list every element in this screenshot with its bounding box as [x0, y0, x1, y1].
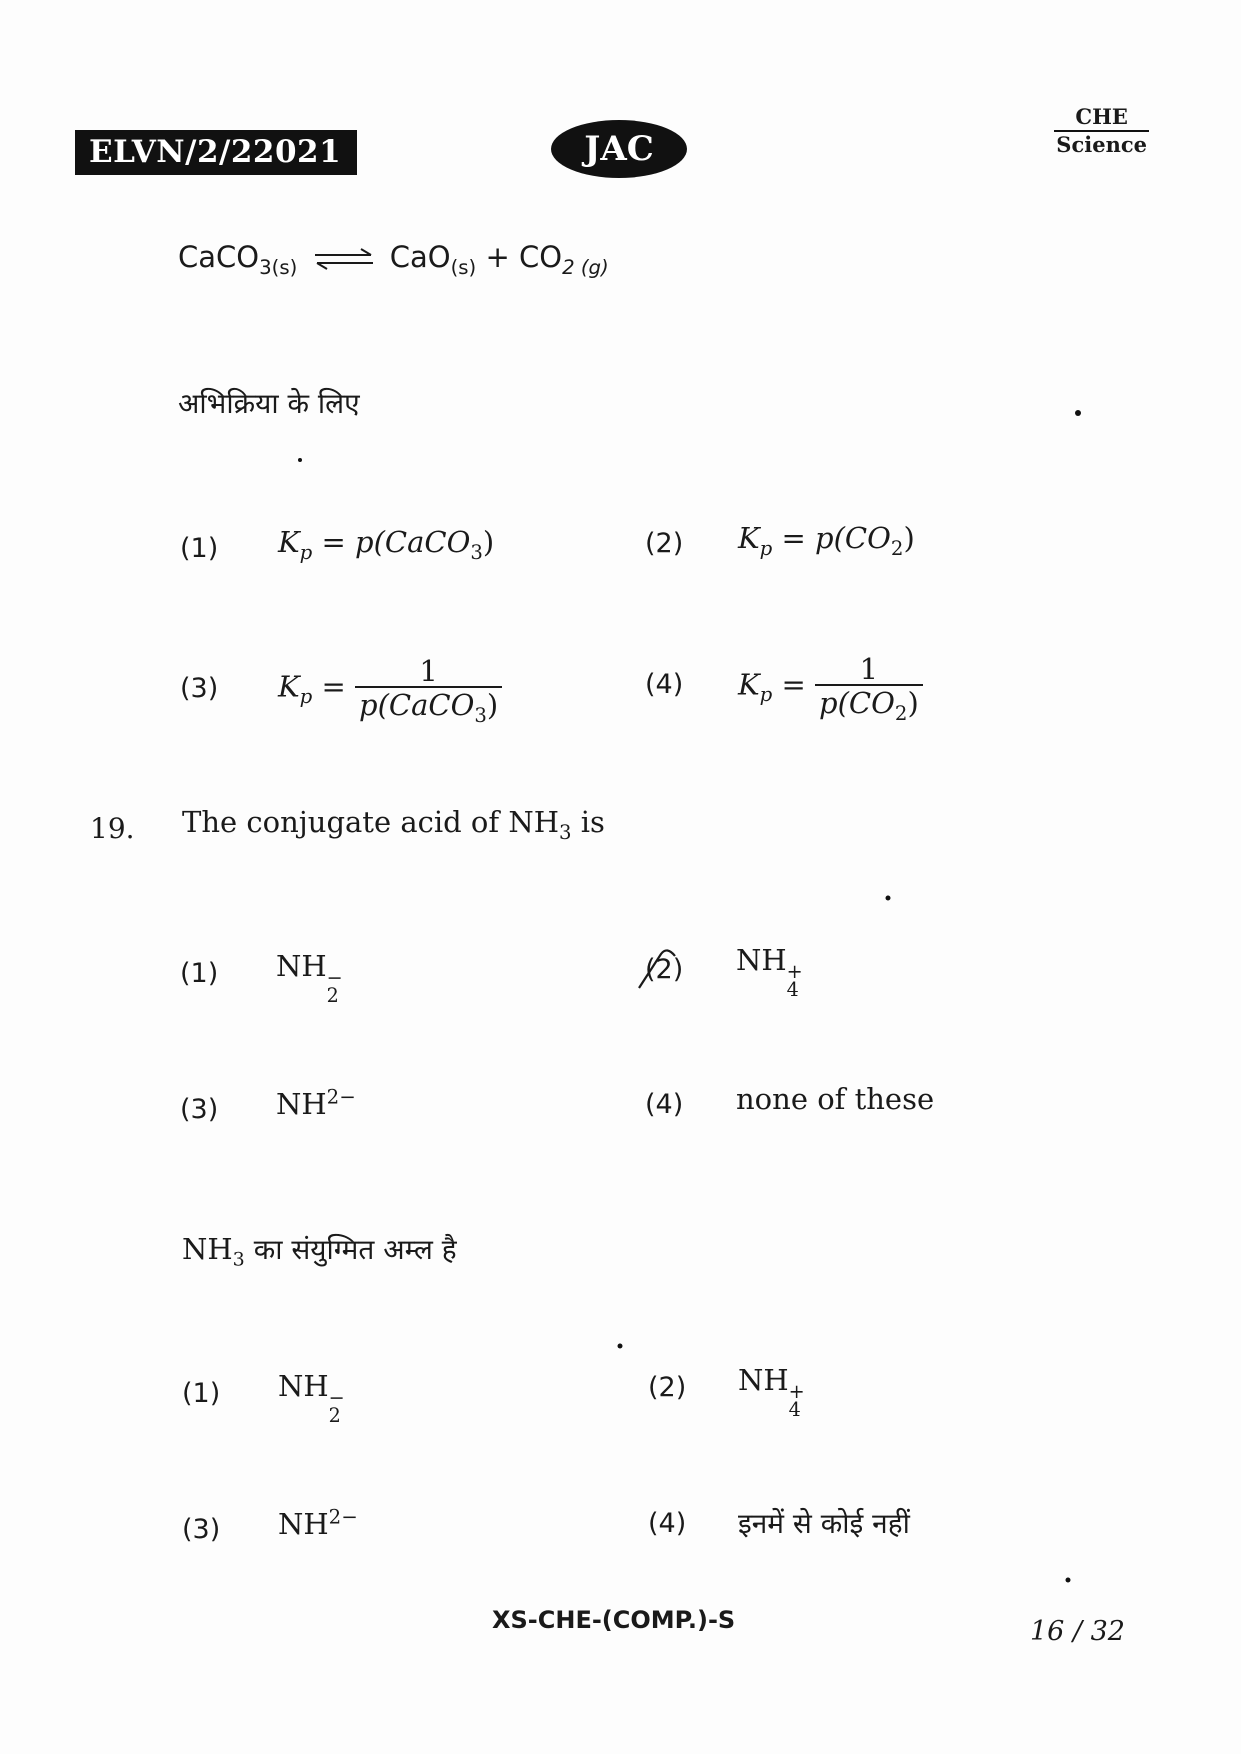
jac-logo-text: JAC [584, 129, 654, 169]
question-19-text-english: The conjugate acid of $NH_3$ is [182, 805, 605, 844]
q19-hi-option-3: $NH^{2-}$ [278, 1505, 358, 1541]
q19-en-option-3-number: (3) [180, 1094, 219, 1125]
subject-code: CHE [1054, 104, 1149, 132]
q18-option-4-fraction: $\frac{1}{p(CO_2)}$ [815, 654, 923, 719]
question-19-text-hindi: $NH_3$ का संयुग्मित अम्ल है [182, 1232, 457, 1271]
q19-hi-option-1: NH − 2 [278, 1369, 345, 1428]
question-19-number: 19. [90, 812, 135, 845]
q18-option-2: $K_p = p(CO_2)$ [738, 521, 915, 560]
q19-hi-option-1-number: (1) [182, 1378, 221, 1409]
q19-hi-option-4-number: (4) [648, 1508, 687, 1539]
q18-option-1-number: (1) [180, 533, 219, 564]
q18-option-2-number: (2) [645, 528, 684, 559]
q18-hindi-text: अभिक्रिया के लिए [178, 387, 360, 420]
q19-en-option-4-number: (4) [645, 1089, 684, 1120]
q18-option-3-number: (3) [180, 673, 219, 704]
paper-code-label: ELVN/2/22021 [75, 130, 357, 175]
q18-option-3-fraction: $\frac{1}{p(CaCO_3)}$ [355, 656, 502, 721]
q19-hi-option-2-number: (2) [648, 1372, 687, 1403]
q19-en-option-2-number: (2) [645, 954, 683, 985]
page-number: 16 / 32 [1030, 1616, 1125, 1647]
q19-en-option-2: NH + 4 [736, 943, 803, 1002]
q19-en-option-4: none of these [736, 1082, 935, 1116]
subject-name: Science [1056, 132, 1147, 158]
q19-hi-option-2: NH + 4 [738, 1363, 805, 1422]
q19-en-option-1: NH − 2 [276, 949, 343, 1008]
q18-option-4: $K_p$ = $\frac{1}{p(CO_2)}$ [738, 654, 923, 719]
q19-hi-option-3-number: (3) [182, 1514, 221, 1545]
q18-option-1: $K_p$ = p(CaCO$_3$) [278, 525, 495, 564]
q18-option-4-number: (4) [645, 669, 684, 700]
footer-paper-code: XS-CHE-(COMP.)-S [492, 1606, 736, 1634]
reaction-equation: CaCO$_{3(s)}$ $CaO_{(s)} + CO_{2 (g)}$ [178, 240, 609, 279]
q19-hi-option-4: इनमें से कोई नहीं [738, 1507, 910, 1540]
q19-en-option-1-number: (1) [180, 958, 219, 989]
q19-en-option-3: $NH^{2-}$ [276, 1085, 356, 1121]
q18-option-3: $K_p$ = $\frac{1}{p(CaCO_3)}$ [278, 656, 502, 721]
